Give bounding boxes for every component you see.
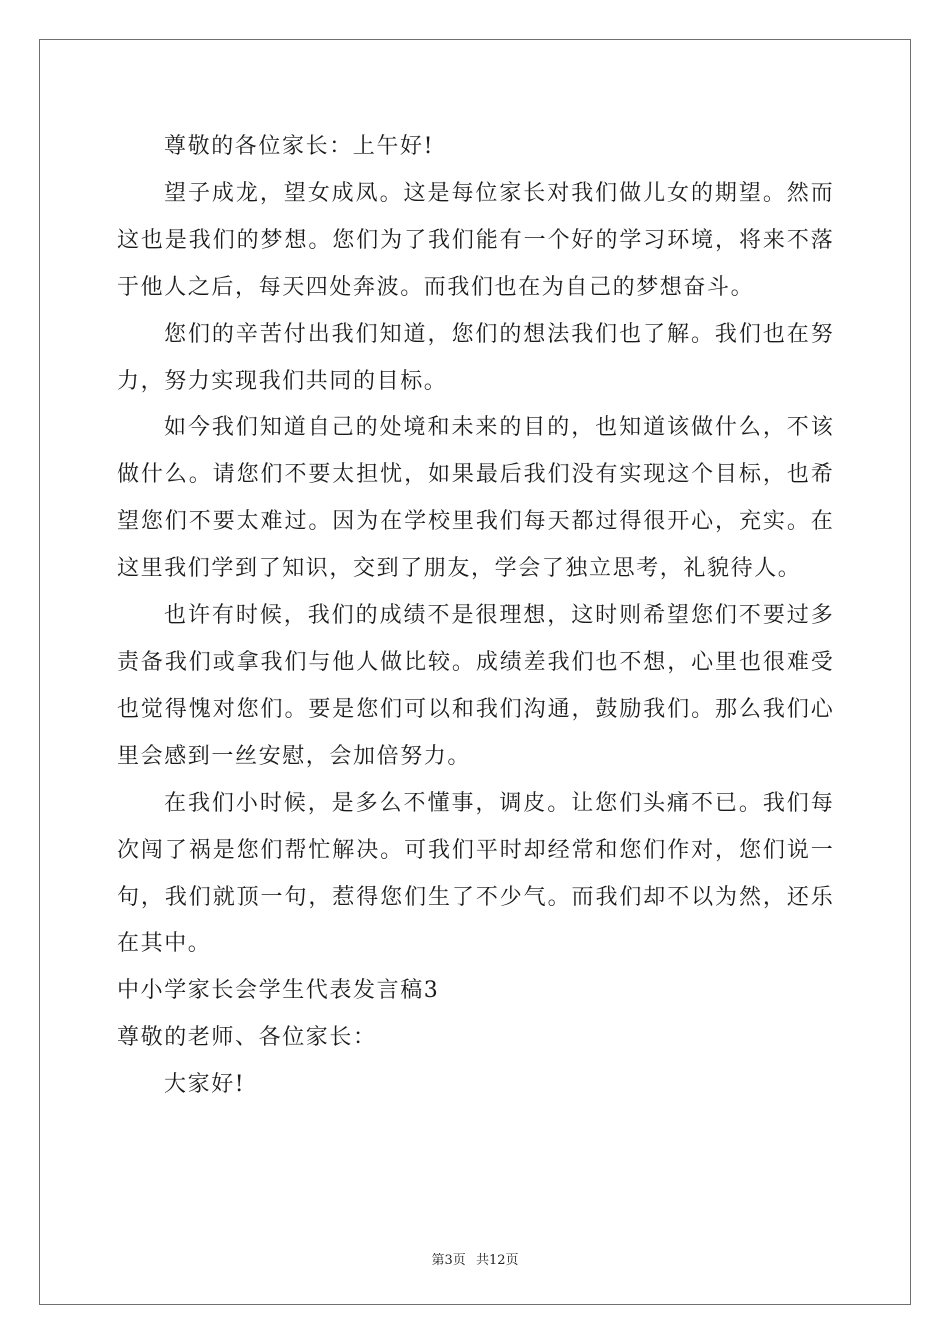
- page-total: 共12页: [475, 1253, 519, 1268]
- text-line: 这 也 是 我 们 的 梦 想 。 您 们 为 了 我 们 能 有 一 个 好 的 学 习 环 境 ， 将 来 不 落: [117, 227, 833, 253]
- text-line: 于他人之后，每天四处奔波。而我们也在为自己的梦想奋斗。: [117, 274, 755, 300]
- text-line: 力，努力实现我们共同的目标。: [117, 368, 448, 394]
- text-line: 尊敬的各位家长：上午好!: [164, 134, 435, 159]
- text-line: 大家好!: [164, 1072, 246, 1098]
- text-line: 在其中。: [117, 931, 212, 957]
- text-line: 也 许 有 时 候 ， 我 们 的 成 绩 不 是 很 理 想 ， 这 时 则 希 望 您 们 不 要 过 多: [164, 603, 833, 629]
- page-footer: [0, 1249, 950, 1268]
- text-line: 望 您 们 不 要 太 难 过 。 因 为 在 学 校 里 我 们 每 天 都 过 得 很 开 心 ， 充 实 。 在: [117, 509, 833, 535]
- text-line: 里会感到一丝安慰，会加倍努力。: [117, 743, 472, 769]
- page-number: 第3页: [431, 1253, 466, 1268]
- text-line: 中小学家长会学生代表发言稿3: [117, 978, 440, 1004]
- text-line: 责 备 我 们 或 拿 我 们 与 他 人 做 比 较 。 成 绩 差 我 们 也 不 想 ， 心 里 也 很 难 受: [117, 649, 833, 675]
- text-line: 做 什 么 。 请 您 们 不 要 太 担 忧 ， 如 果 最 后 我 们 没 有 实 现 这 个 目 标 ， 也 希: [117, 462, 833, 488]
- text-line: 也 觉 得 愧 对 您 们 。 要 是 您 们 可 以 和 我 们 沟 通 ， 鼓 励 我 们 。 那 么 我 们 心: [117, 696, 833, 722]
- text-line: 次 闯 了 祸 是 您 们 帮 忙 解 决 。 可 我 们 平 时 却 经 常 和 您 们 作 对 ， 您 们 说 一: [117, 837, 833, 863]
- text-line: 您 们 的 辛 苦 付 出 我 们 知 道 ， 您 们 的 想 法 我 们 也 了 解 。 我 们 也 在 努: [164, 321, 833, 347]
- document-body: [117, 124, 833, 1109]
- text-line: 在 我 们 小 时 候 ， 是 多 么 不 懂 事 ， 调 皮 。 让 您 们 头 痛 不 已 。 我 们 每: [164, 790, 833, 816]
- text-line: 这里我们学到了知识，交到了朋友，学会了独立思考，礼貌待人。: [117, 556, 802, 582]
- text-line: 望 子 成 龙 ， 望 女 成 凤 。 这 是 每 位 家 长 对 我 们 做 儿 女 的 期 望 。 然 而: [164, 180, 833, 206]
- text-line: 如 今 我 们 知 道 自 己 的 处 境 和 未 来 的 目 的 ， 也 知 道 该 做 什 么 ， 不 该: [164, 415, 833, 441]
- text-line: 句 ， 我 们 就 顶 一 句 ， 惹 得 您 们 生 了 不 少 气 。 而 我 们 却 不 以 为 然 ， 还 乐: [117, 884, 833, 910]
- text-line: 尊敬的老师、各位家长：: [117, 1025, 377, 1051]
